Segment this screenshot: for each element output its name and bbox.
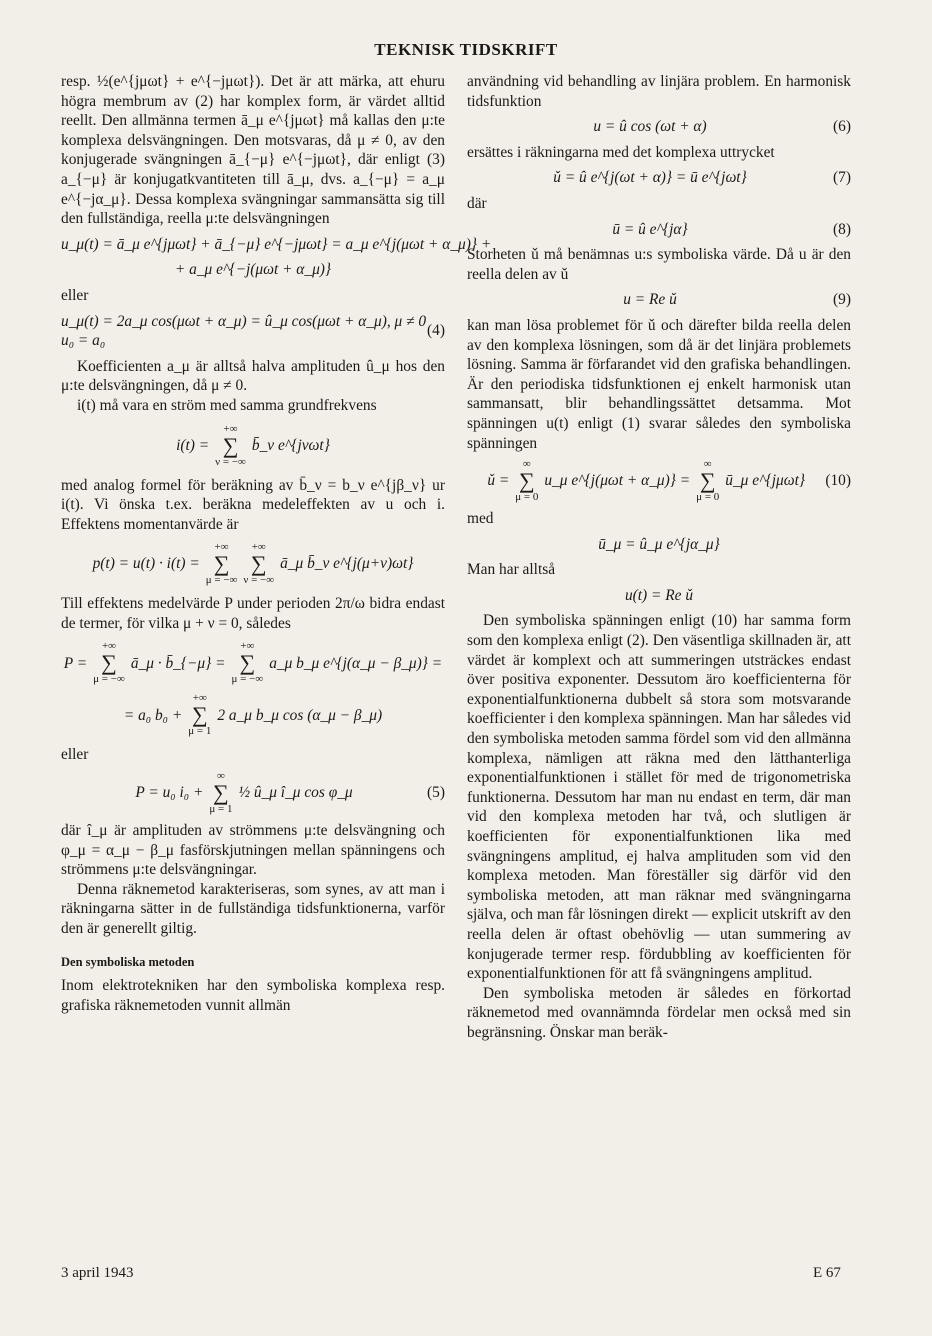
paragraph: ersättes i räkningarna med det komplexa uttrycket [467, 143, 775, 161]
paragraph: där î_μ är amplituden av strömmens μ:te delsvängning och φ_μ = α_μ − β_μ fasförskjutningen mellan spänningens och strömmens μ:te delsvängningar. [61, 822, 445, 879]
equation-4b: u₀ = a₀ [61, 332, 106, 350]
med-label: med [467, 510, 494, 528]
equation-re: u(t) = Re ǔ [624, 586, 694, 604]
equation-number: (9) [833, 291, 851, 309]
sigma-icon: ∑ [222, 432, 239, 458]
sum-upper: ∞ [522, 458, 531, 471]
sum-lower: ν = −∞ [243, 574, 275, 587]
equation-u-line1: u_μ(t) = ā_μ e^{jμωt} + ā_{−μ} e^{−jμωt} = a_μ e^{j(μωt + α_μ)} + [61, 235, 492, 253]
equation-9-body: u = Re ǔ [623, 291, 677, 309]
paragraph: Koefficienten a_μ är alltså halva amplituden û_μ hos den μ:te delsvängningen, då μ ≠ 0. [61, 357, 445, 395]
sum-lower: ν = −∞ [215, 455, 246, 468]
equation-10-mid: u_μ e^{j(μωt + α_μ)} = [544, 472, 691, 490]
equation-P1-mid: ā_μ · b̄_{−μ} = [130, 654, 226, 672]
equation-number: (5) [427, 784, 445, 802]
sum-upper: +∞ [101, 640, 116, 653]
equation-6 [467, 117, 851, 137]
equation-number: (4) [427, 322, 445, 340]
equation-ubar: ū_μ = û_μ e^{jα_μ} [598, 535, 720, 553]
equation-P1-left: P = [63, 654, 88, 672]
section-heading: Den symboliska metoden [61, 954, 195, 969]
equation-i-left: i(t) = [176, 436, 210, 454]
paragraph: i(t) må vara en ström med samma grundfrekvens [77, 396, 377, 414]
equation-p-left: p(t) = u(t) · i(t) = [92, 555, 200, 573]
sum-lower: μ = 0 [515, 491, 539, 504]
sigma-icon: ∑ [213, 551, 230, 577]
paragraph: Inom elektrotekniken har den symboliska komplexa resp. grafiska räknemetoden vunnit allmän [61, 977, 445, 1014]
man-har-label: Man har alltså [467, 561, 556, 579]
footer-page-number: E 67 [813, 1265, 841, 1281]
equation-number: (8) [833, 220, 851, 238]
equation-p-right: ā_μ b̄_ν e^{j(μ+ν)ωt} [280, 555, 414, 573]
paragraph: användning vid behandling av linjära problem. En harmonisk tidsfunktion [467, 73, 851, 110]
sum-lower: μ = 1 [209, 803, 233, 816]
sum-upper: +∞ [223, 422, 238, 435]
sum-lower: μ = 1 [188, 725, 212, 738]
footer-date: 3 april 1943 [61, 1265, 134, 1281]
sum-symbol [206, 542, 238, 586]
equation-4a: u_μ(t) = 2a_μ cos(μωt + α_μ) = û_μ cos(μωt + α_μ), μ ≠ 0 [61, 312, 427, 330]
left-column [61, 72, 492, 1015]
equation-5-left: P = u₀ i₀ + [135, 784, 204, 802]
equation-10 [467, 459, 851, 503]
sum-symbol [93, 641, 125, 685]
equation-8-body: ū = û e^{jα} [612, 220, 688, 238]
equation-P2-right: 2 a_μ b_μ cos (α_μ − β_μ) [217, 706, 383, 724]
equation-7 [467, 168, 851, 188]
sum-upper: +∞ [251, 541, 266, 554]
equation-number: (7) [833, 169, 851, 187]
equation-i-right: b̄_ν e^{jνωt} [251, 436, 330, 454]
paragraph: Till effektens medelvärde P under perioden 2π/ω bidra endast de termer, för vilka μ + ν = 0, således [61, 595, 445, 632]
equation-5 [61, 771, 445, 815]
sum-symbol [188, 693, 211, 737]
equation-P1-right: a_μ b_μ e^{j(α_μ − β_μ)} = [269, 654, 443, 672]
equation-4 [61, 312, 445, 351]
equation-10-right: ū_μ e^{jμωt} [725, 472, 806, 490]
sum-upper: ∞ [216, 770, 225, 783]
equation-9 [467, 290, 851, 310]
sum-symbol [696, 459, 719, 503]
equation-p [61, 542, 445, 586]
paragraph: Storheten ǔ må benämnas u:s symboliska värde. Då u är den reella delen av ǔ [467, 246, 851, 283]
equation-P2 [61, 693, 445, 737]
equation-number: (10) [825, 472, 851, 490]
paragraph: kan man lösa problemet för ǔ och därefter bilda reella delen av den komplexa lösningen, som då är det linjära problemets lösning. Samma är förfarandet vid den grafiska behandlingen. Är den periodiska tidsfunktionen ej enkelt harmonisk utan sammansatt, blir behandlingssättet detsamma. Mot spänningen u(t) enligt (1) svarar således den symboliska spänningen [467, 316, 851, 452]
sum-symbol [232, 641, 264, 685]
equation-8 [467, 220, 851, 240]
journal-header: TEKNISK TIDSKRIFT [374, 40, 558, 59]
sum-symbol [515, 459, 538, 503]
dar-label: där [467, 194, 487, 212]
sum-upper: +∞ [240, 640, 255, 653]
paragraph: Den symboliska metoden är således en förkortad räknemetod med ovannämnda fördelar men också med sin begränsning. Önskar man beräk- [467, 984, 851, 1041]
sigma-icon: ∑ [213, 780, 229, 806]
sum-lower: μ = −∞ [231, 673, 264, 686]
paragraph: med analog formel för beräkning av b̄_ν = b_ν e^{jβ_ν} ur i(t). Vi önska t.ex. beräkna medeleffekten av u och i. Effektens momentanvärde är [61, 476, 445, 533]
sigma-icon: ∑ [699, 468, 716, 494]
sum-symbol [243, 542, 274, 586]
sum-symbol [215, 424, 246, 468]
paragraph: Den symboliska spänningen enligt (10) har samma form som den komplexa enligt (2). Den väsentliga skillnaden är, att värdet är komplext och att summeringen utsträckes endast över positiva exponenter. Dessutom äro koefficienterna för exponentialfunktionerna dubbelt så stora som motsvarande koefficienter i den komplexa spänningen. Man har således vid den symboliska metoden samma fördel som vid den allmänna komplexa, nämligen att räkna med den lätthanterliga exponentialfunktionen i stället för med de trigonometriska funktionerna. Dessutom har man nu endast en term, där man vid den komplexa metoden har två, och slutligen är koefficienten för exponentialfunktionen lika med svängningens amplitud, ej halva amplituden som vid den komplexa metoden. Man föreställer sig därför vid den symboliska metoden, att man räknar med svängningarna själva, och man får lösningen direkt — explicit utskrift av den reella delen är oftast obehövlig — utan summering av konjugerade termer resp. fördubbling av koefficienten för exponentialfunktionen för att få svängningens amplitud. [467, 612, 851, 983]
sum-lower: μ = −∞ [205, 574, 238, 587]
sigma-icon: ∑ [250, 551, 267, 577]
equation-6-body: u = û cos (ωt + α) [593, 118, 707, 136]
equation-5-right: ½ û_μ î_μ cos φ_μ [238, 784, 353, 802]
sum-upper: +∞ [214, 541, 229, 554]
equation-10-left: ǔ = [487, 472, 510, 490]
equation-i [61, 424, 445, 468]
eller-label: eller [61, 746, 89, 764]
right-column [467, 72, 851, 1043]
equation-P1 [61, 641, 445, 685]
sigma-icon: ∑ [239, 650, 256, 676]
sum-lower: μ = 0 [696, 491, 720, 504]
sum-upper: +∞ [192, 692, 207, 705]
equation-P2-left: = a₀ b₀ + [123, 706, 183, 724]
equation-number: (6) [833, 118, 851, 136]
sigma-icon: ∑ [191, 702, 208, 728]
paragraph: Denna räknemetod karakteriseras, som synes, av att man i räkningarna sätter in de fullständiga tidsfunktionerna, varför den är generellt giltig. [61, 880, 445, 938]
sigma-icon: ∑ [518, 468, 535, 494]
eller-label: eller [61, 286, 89, 304]
sigma-icon: ∑ [101, 650, 117, 676]
sum-symbol [209, 771, 232, 815]
sum-upper: ∞ [703, 458, 712, 471]
paragraph: resp. ½(e^{jμωt} + e^{−jμωt}). Det är att märka, att ehuru högra membrum av (2) har komplex form, är värdet alltid reellt. Den allmänna termen ā_μ e^{jμωt} må kallas den μ:te komplexa delsvängningen. Den motsvaras, då μ ≠ 0, av den konjugerade svängningen ā_{−μ} e^{−jμωt}, där enligt (3) a_{−μ} är konjugatkvantiteten till ā_μ, dvs. a_{−μ} = a_μ e^{−jα_μ}. Dessa komplexa svängningar sammansätta sig till den fullständiga, reella μ:te delsvängningen [61, 73, 445, 228]
equation-7-body: ǔ = û e^{j(ωt + α)} = ū e^{jωt} [553, 169, 747, 187]
sum-lower: μ = −∞ [93, 673, 125, 686]
equation-u-line2: + a_μ e^{−j(μωt + α_μ)} [174, 261, 332, 279]
